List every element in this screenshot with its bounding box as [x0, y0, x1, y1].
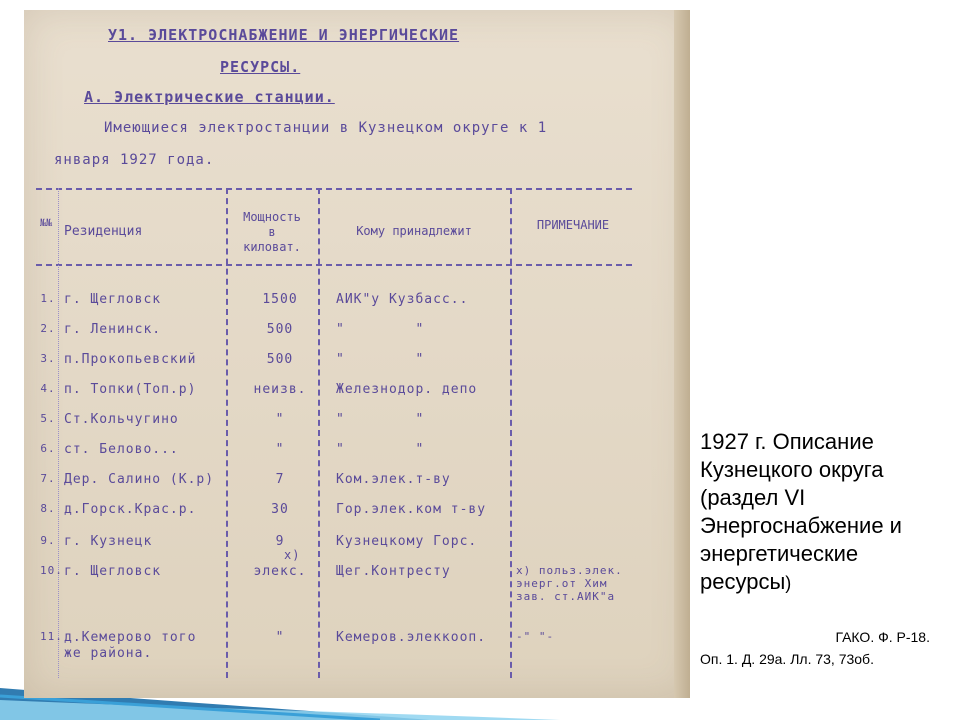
row-residence: Ст.Кольчугино [64, 412, 179, 427]
column-rule [318, 188, 320, 678]
row-owner: АИК"у Кузбасс.. [336, 292, 469, 307]
row-number: 7. [40, 472, 56, 485]
row-power-mark: х) [284, 548, 301, 562]
row-residence: п. Топки(Топ.р) [64, 382, 197, 397]
row-power: 1500 [262, 292, 298, 307]
row-residence: Дер. Салино (К.р) [64, 472, 215, 487]
slide-caption [700, 428, 950, 597]
column-rule [58, 188, 59, 678]
row-power: 500 [266, 352, 294, 367]
row-owner: Железнодор. депо [336, 382, 478, 397]
table-top-rule [36, 188, 632, 190]
table-header-rule [36, 264, 632, 266]
row-residence: г. Кузнецк [64, 534, 153, 549]
header-residence: Резиденция [64, 224, 143, 239]
row-owner: Щег.Контресту [336, 564, 451, 579]
header-owner: Кому принадлежит [356, 224, 472, 238]
caption-main-text: 1927 г. Описание Кузнецкого округа (раздел VI Энергоснабжение и энергетические ресурсы [700, 429, 902, 594]
row-power: " [275, 442, 285, 457]
row-number: 8. [40, 502, 56, 515]
row-power: неизв. [253, 382, 307, 397]
row-number: 3. [40, 352, 56, 365]
row-residence: д.Кемерово того же района. [64, 630, 197, 661]
row-residence: г. Щегловск [64, 292, 162, 307]
row-number: 10. [40, 564, 63, 577]
caption-closing-paren: ) [785, 573, 792, 593]
intro-text-line1: Имеющиеся электростанции в Кузнецком округе к 1 [104, 120, 548, 136]
row-power: 7 [275, 472, 285, 487]
row-owner: Кемеров.элеккооп. [336, 630, 487, 645]
row-note: -" "- [516, 630, 555, 643]
row-residence: г. Ленинск. [64, 322, 162, 337]
row-note: х) польз.элек. энерг.от Хим зав. ст.АИК"а [516, 564, 623, 603]
archive-reference-line2: Оп. 1. Д. 29а. Лл. 73, 73об. [700, 651, 874, 667]
row-number: 6. [40, 442, 56, 455]
row-number: 11. [40, 630, 63, 643]
row-power: 500 [266, 322, 294, 337]
row-power: элекс. [253, 564, 307, 579]
subsection-title: А. Электрические станции. [84, 88, 335, 106]
archive-reference [700, 626, 950, 670]
row-number: 4. [40, 382, 56, 395]
row-power: 30 [271, 502, 289, 517]
section-title-line2: РЕСУРСЫ. [220, 58, 301, 76]
intro-text-line2: января 1927 года. [54, 152, 215, 168]
row-number: 2. [40, 322, 56, 335]
row-residence: д.Горск.Крас.р. [64, 502, 197, 517]
row-number: 5. [40, 412, 56, 425]
row-number: 1. [40, 292, 56, 305]
row-power: " [275, 412, 285, 427]
archive-reference-line1: ГАКО. Ф. Р-18. [835, 629, 930, 645]
page-spine-shadow [674, 10, 690, 698]
row-residence: ст. Белово... [64, 442, 179, 457]
row-owner: " " [336, 322, 425, 337]
power-stations-table [36, 188, 632, 678]
column-rule [510, 188, 512, 678]
row-residence: г. Щегловск [64, 564, 162, 579]
row-owner: Ком.элек.т-ву [336, 472, 451, 487]
row-owner: " " [336, 442, 425, 457]
section-title-line1: У1. ЭЛЕКТРОСНАБЖЕНИЕ И ЭНЕРГИЧЕСКИЕ [108, 26, 460, 44]
row-owner: " " [336, 352, 425, 367]
row-power: 9 [275, 534, 285, 549]
row-owner: Кузнецкому Горс. [336, 534, 478, 549]
archival-document-scan [24, 10, 690, 698]
column-rule [226, 188, 228, 678]
row-residence: п.Прокопьевский [64, 352, 197, 367]
row-owner: " " [336, 412, 425, 427]
header-note: ПРИМЕЧАНИЕ [536, 218, 610, 232]
row-number: 9. [40, 534, 56, 547]
row-power: " [275, 630, 285, 645]
header-power: Мощность в киловат. [243, 210, 301, 254]
header-number: №№ [39, 218, 53, 229]
row-owner: Гор.элек.ком т-ву [336, 502, 487, 517]
